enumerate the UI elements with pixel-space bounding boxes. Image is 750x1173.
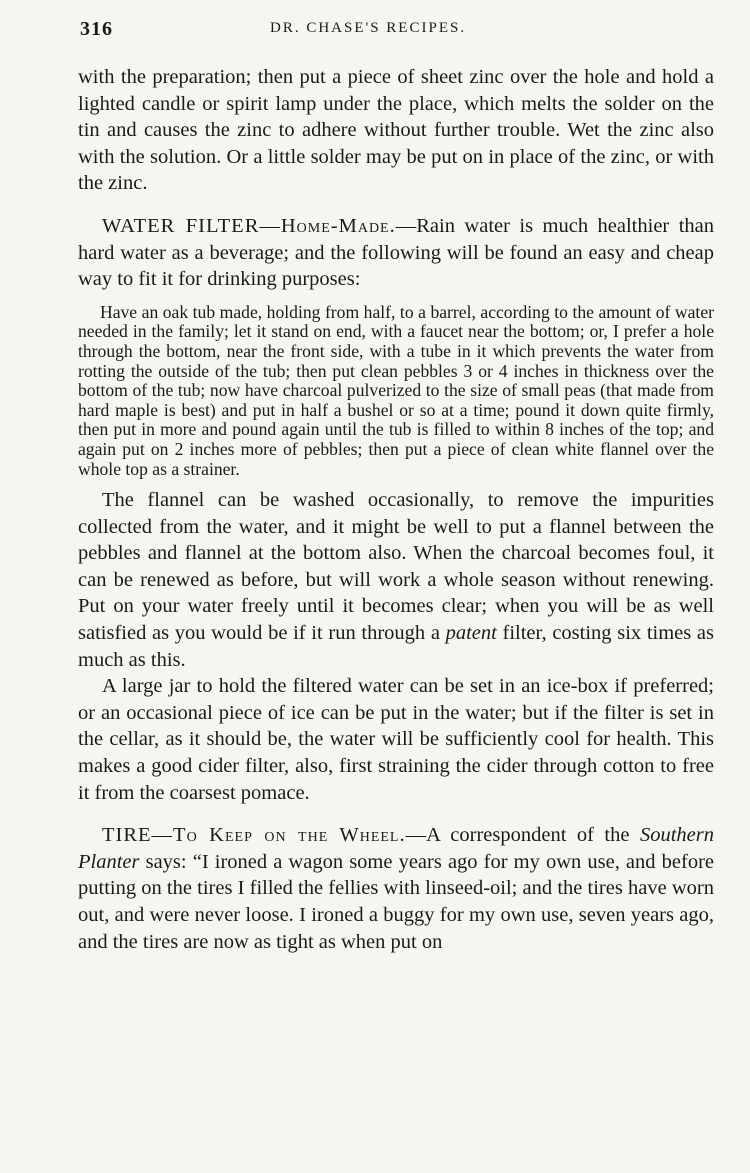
southern-planter-italic: Southern Planter [78, 824, 714, 873]
recipe-heading-tire: TIRE—To Keep on the Wheel. [102, 824, 406, 847]
recipe-heading-water-filter: WATER FILTER—Home-Made. [102, 214, 396, 237]
paragraph-water-filter-intro [78, 213, 714, 293]
patent-italic: patent [445, 622, 497, 645]
flannel-text-part1: The flannel can be washed occasionally, to remove the impurities collected from the water, and it might be well to put a flannel between the pebbles and flannel at the bottom also. When the charcoal becomes foul, it can be renewed as before, but will work a whole season without renewing. Put on your water freely until it becomes clear; when you will be as well satisfied as you would be if it run through a [78, 489, 714, 645]
paragraph-solder-continuation: with the preparation; then put a piece of sheet zinc over the hole and hold a lighted candle or spirit lamp under the place, which melts the solder on the tin and causes the zinc to adhere without further trouble. Wet the zinc also with the solution. Or a little solder may be put on in place of the zinc, or with the zinc. [78, 66, 714, 195]
page-body [78, 64, 714, 955]
flannel-text-part2: filter, costing six times as much as this. [78, 622, 714, 671]
running-title: DR. CHASE'S RECIPES. [270, 20, 467, 36]
paragraph-ice-box-jar: A large jar to hold the filtered water can be set in an ice-box if preferred; or an occasional piece of ice can be put in the water; but if the filter is set in the cellar, as it should be, the water will be sufficiently cool for health. This makes a good cider filter, also, first straining the cider through cotton to free it from the coarsest pomace. [78, 675, 714, 804]
paragraph-tire-keep-on-wheel [78, 822, 714, 955]
water-filter-intro-text: —Rain water is much healthier than hard water as a beverage; and the following will be found an easy and cheap way to fit it for drinking purposes: [78, 214, 715, 291]
tire-text-part2: says: “I ironed a wagon some years ago for my own use, and before putting on the tires I filled the fellies with linseed-oil; and the tires have worn out, and were never loose. I ironed a buggy for my own use, seven years ago, and the tires are now as tight as when put on [78, 850, 714, 953]
page-header [80, 18, 710, 42]
tire-text-part1: —A correspondent of the [405, 824, 640, 847]
paragraph-water-filter-instructions: Have an oak tub made, holding from half, to a barrel, according to the amount of water needed in the family; let it stand on end, with a faucet near the bottom; or, I prefer a hole through the bottom, near the front side, with a tube in it which prevents the water from rotting the outside of the tub; then put clean pebbles 3 or 4 inches in thickness over the bottom of the tub; now have charcoal pulverized to the size of small peas (that made from hard maple is best) and put in half a bushel or so at a time; pound it down quite firmly, then put in more and pound again until the tub is filled to within 8 inches of the top; and again put on 2 inches more of pebbles; then put a piece of clean white flannel over the whole top as a strainer. [78, 301, 714, 479]
paragraph-flannel-maintenance [78, 487, 714, 673]
page-number: 316 [80, 18, 113, 40]
